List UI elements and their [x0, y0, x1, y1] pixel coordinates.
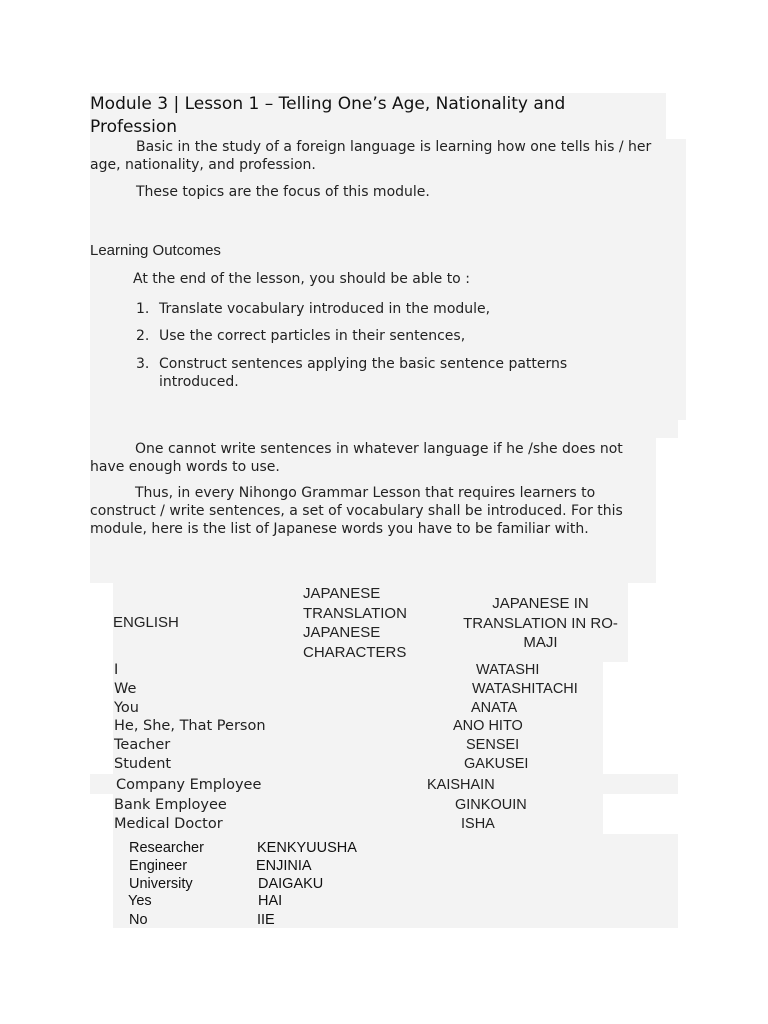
column-header-japanese-characters: JAPANESE TRANSLATION JAPANESE CHARACTERS	[303, 585, 407, 661]
table-row	[114, 796, 227, 814]
english-cell: Company Employee	[116, 777, 262, 793]
table-row	[114, 699, 139, 717]
table-row	[129, 839, 204, 857]
column-header-english: ENGLISH	[113, 614, 179, 631]
romaji-cell: SENSEI	[466, 737, 520, 753]
english-cell: He, She, That Person	[114, 718, 266, 734]
romaji-cell: GAKUSEI	[464, 756, 529, 772]
outcome-text: Use the correct particles in their sentences,	[159, 328, 466, 344]
intro-paragraph-focus: These topics are the focus of this module.	[136, 184, 430, 200]
romaji-cell: GINKOUIN	[455, 797, 527, 813]
table-row	[114, 755, 171, 773]
romaji-cell: IIE	[257, 912, 275, 928]
english-cell: Engineer	[129, 858, 188, 874]
column-header-romaji: JAPANESE IN TRANSLATION IN RO-MAJI	[463, 595, 618, 651]
vocab-intro-paragraph: Thus, in every Nihongo Grammar Lesson that requires learners to construct / write sentences, a set of vocabulary shall be introduced. For this module, here is the list of Japanese words you have to be familiar with.	[90, 485, 623, 537]
outcome-number: 1.	[136, 301, 150, 317]
outcome-item	[136, 300, 616, 318]
table-row	[129, 911, 148, 929]
section-heading: Learning Outcomes	[90, 242, 221, 259]
outcomes-lead: At the end of the lesson, you should be able to :	[133, 271, 470, 287]
romaji-cell: ISHA	[461, 816, 495, 832]
table-row	[114, 661, 118, 679]
english-cell: You	[114, 700, 139, 716]
outcome-text: Translate vocabulary introduced in the module,	[159, 301, 491, 317]
table-row	[129, 857, 187, 875]
english-cell: Student	[114, 756, 172, 772]
table-row	[128, 892, 152, 910]
english-cell: Researcher	[129, 840, 204, 856]
romaji-cell: WATASHITACHI	[472, 681, 578, 697]
english-cell: Bank Employee	[114, 797, 227, 813]
outcome-item	[136, 327, 616, 345]
english-cell: I	[114, 662, 119, 678]
intro-paragraph: Basic in the study of a foreign language is learning how one tells his / her age, nationality, and profession.	[90, 139, 652, 173]
table-row	[129, 875, 193, 893]
romaji-cell: HAI	[258, 893, 283, 909]
romaji-cell: DAIGAKU	[258, 876, 324, 892]
romaji-cell: KAISHAIN	[427, 777, 495, 793]
romaji-cell: WATASHI	[476, 662, 540, 678]
romaji-cell: ANO HITO	[453, 718, 523, 734]
table-row	[114, 736, 170, 754]
page-title: Module 3 | Lesson 1 – Telling One’s Age, Nationality and Profession	[90, 94, 566, 137]
outcome-text: Construct sentences applying the basic sentence patterns introduced.	[159, 356, 568, 390]
table-row	[114, 680, 136, 698]
romaji-cell: KENKYUUSHA	[257, 840, 357, 856]
english-cell: University	[129, 876, 193, 892]
english-cell: Medical Doctor	[114, 816, 223, 832]
english-cell: No	[129, 912, 148, 928]
table-row	[116, 776, 261, 794]
outcome-number: 2.	[136, 328, 150, 344]
vocab-intro-paragraph: One cannot write sentences in whatever language if he /she does not have enough words to use.	[90, 441, 623, 475]
english-cell: We	[114, 681, 137, 697]
outcome-item	[136, 355, 606, 391]
romaji-cell: ANATA	[471, 700, 518, 716]
table-row	[114, 717, 266, 735]
table-row	[114, 815, 223, 833]
romaji-cell: ENJINIA	[256, 858, 312, 874]
outcome-number: 3.	[136, 356, 150, 372]
english-cell: Yes	[128, 893, 152, 909]
english-cell: Teacher	[114, 737, 171, 753]
